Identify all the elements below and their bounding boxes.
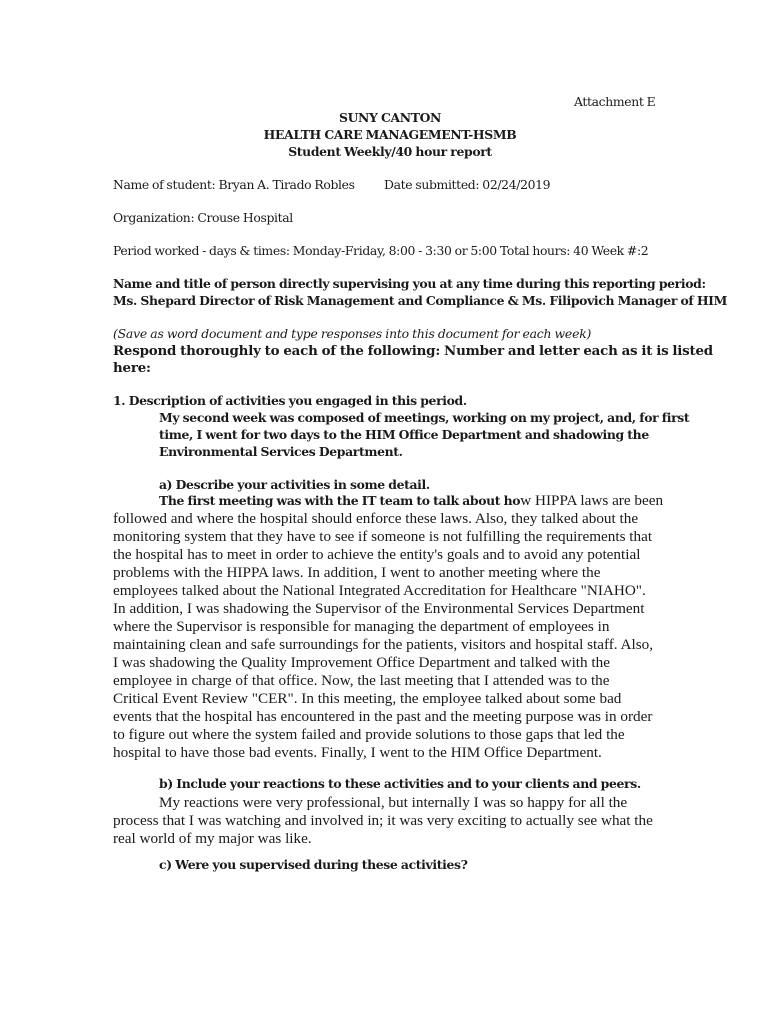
organization-line: Organization: Crouse Hospital [113, 210, 293, 225]
answer-a-first-line [159, 492, 663, 510]
answer-a-line: where the Supervisor is responsible for managing the department of employees in [113, 618, 610, 635]
answer-1-line: My second week was composed of meetings, working on my project, and, for first [159, 410, 690, 425]
answer-a-line: employee in charge of that office. Now, the last meeting that I attended was to the [113, 672, 610, 689]
answer-b-line: process that I was watching and involved in; it was very exciting to actually see what the [113, 812, 653, 829]
answer-a-line: monitoring system that they have to see if someone is not fulfilling the requirements that [113, 528, 653, 545]
answer-b-line: real world of my major was like. [113, 830, 312, 847]
date-submitted-line: Date submitted: 02/24/2019 [384, 177, 551, 192]
question-a: a) Describe your activities in some detail. [159, 477, 430, 492]
program-title: HEALTH CARE MANAGEMENT-HSMB [263, 127, 517, 142]
supervisor-label: Name and title of person directly supervising you at any time during this reporting period: [113, 276, 706, 291]
answer-b-first-line: My reactions were very professional, but internally I was so happy for all the [159, 794, 628, 811]
answer-a-line: I was shadowing the Quality Improvement Office Department and talked with the [113, 654, 610, 671]
answer-a-line: the hospital has to meet in order to achieve the entity's goals and to avoid any potential [113, 546, 641, 563]
answer-a-line: employees talked about the National Integrated Accreditation for Healthcare "NIAHO". [113, 582, 646, 599]
answer-a-line: In addition, I was shadowing the Supervisor of the Environmental Services Department [113, 600, 645, 617]
question-1: 1. Description of activities you engaged in this period. [113, 393, 467, 408]
answer-a-first-line-rest: w HIPPA laws are been [520, 492, 664, 509]
question-c: c) Were you supervised during these activities? [159, 857, 468, 872]
respond-instruction-line-1: Respond thoroughly to each of the following: Number and letter each as it is listed [113, 343, 713, 359]
supervisor-value: Ms. Shepard Director of Risk Management and Compliance & Ms. Filipovich Manager of HIM [113, 293, 727, 308]
answer-a-line: followed and where the hospital should enforce these laws. Also, they talked about the [113, 510, 639, 527]
answer-a-line: maintaining clean and safe surroundings for the patients, visitors and hospital staff. Also, [113, 636, 654, 653]
answer-a-line: hospital to have those bad events. Finally, I went to the HIM Office Department. [113, 744, 602, 761]
answer-a-line: problems with the HIPPA laws. In addition, I went to another meeting where the [113, 564, 601, 581]
answer-a-first-line-bold: The first meeting was with the IT team to talk about ho [159, 493, 521, 508]
institution-title: SUNY CANTON [338, 110, 442, 125]
answer-a-line: to figure out where the system failed and provide solutions to those gaps that led the [113, 726, 625, 743]
period-worked-line: Period worked - days & times: Monday-Friday, 8:00 - 3:30 or 5:00 Total hours: 40 Week #:2 [113, 243, 649, 258]
report-title: Student Weekly/40 hour report [288, 144, 492, 159]
student-name-line: Name of student: Bryan A. Tirado Robles [113, 177, 355, 192]
answer-a-line: events that the hospital has encountered in the past and the meeting purpose was in order [113, 708, 653, 725]
respond-instruction-line-2: here: [113, 360, 151, 376]
answer-1-line: time, I went for two days to the HIM Office Department and shadowing the [159, 427, 649, 442]
answer-1-line: Environmental Services Department. [159, 444, 403, 459]
answer-a-line: Critical Event Review "CER". In this meeting, the employee talked about some bad [113, 690, 622, 707]
instruction-note: (Save as word document and type responses into this document for each week) [113, 326, 592, 341]
question-b: b) Include your reactions to these activities and to your clients and peers. [159, 776, 641, 791]
attachment-label: Attachment E [574, 94, 656, 109]
